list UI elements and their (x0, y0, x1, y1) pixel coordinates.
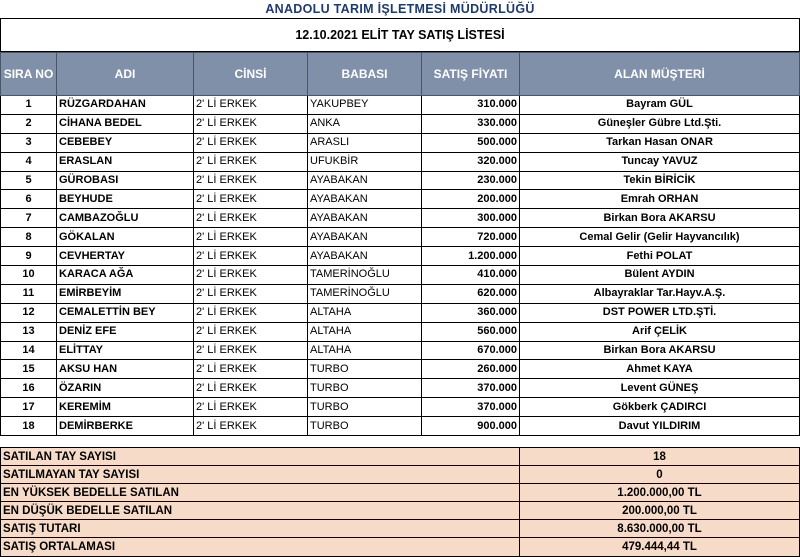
cell-buyer: Albayraklar Tar.Hayv.A.Ş. (520, 284, 800, 303)
cell-buyer: Tekin BİRİCİK (520, 171, 800, 190)
cell-no: 3 (1, 133, 57, 152)
cell-breed: 2' Lİ ERKEK (194, 152, 308, 171)
cell-breed: 2' Lİ ERKEK (194, 209, 308, 228)
cell-price: 320.000 (422, 152, 520, 171)
cell-no: 12 (1, 303, 57, 322)
cell-price: 720.000 (422, 228, 520, 247)
summary-row (1, 484, 800, 502)
cell-name: KEREMİM (57, 398, 194, 417)
cell-no: 4 (1, 152, 57, 171)
cell-breed: 2' Lİ ERKEK (194, 379, 308, 398)
summary-value: 1.200.000,00 TL (520, 484, 800, 502)
cell-name: ÖZARIN (57, 379, 194, 398)
cell-sire: AYABAKAN (308, 247, 422, 266)
cell-breed: 2' Lİ ERKEK (194, 114, 308, 133)
cell-buyer: Güneşler Gübre Ltd.Şti. (520, 114, 800, 133)
summary-label: EN YÜKSEK BEDELLE SATILAN (1, 484, 520, 502)
cell-no: 15 (1, 360, 57, 379)
cell-breed: 2' Lİ ERKEK (194, 228, 308, 247)
column-header-price: SATIŞ FİYATI (422, 53, 520, 96)
summary-value: 0 (520, 466, 800, 484)
cell-name: BEYHUDE (57, 190, 194, 209)
table-row (1, 303, 800, 322)
cell-price: 310.000 (422, 96, 520, 115)
table-row (1, 96, 800, 115)
cell-no: 13 (1, 322, 57, 341)
cell-sire: TURBO (308, 417, 422, 436)
summary-label: SATIŞ TUTARI (1, 520, 520, 538)
cell-name: AKSU HAN (57, 360, 194, 379)
table-row (1, 171, 800, 190)
summary-row (1, 448, 800, 466)
cell-sire: ARASLI (308, 133, 422, 152)
table-row (1, 322, 800, 341)
cell-name: CEBEBEY (57, 133, 194, 152)
cell-name: CEMALETTİN BEY (57, 303, 194, 322)
cell-buyer: Ahmet KAYA (520, 360, 800, 379)
cell-price: 230.000 (422, 171, 520, 190)
cell-sire: TURBO (308, 398, 422, 417)
table-row (1, 114, 800, 133)
organization-title: ANADOLU TARIM İŞLETMESİ MÜDÜRLÜĞÜ (265, 2, 535, 16)
table-header-row (1, 53, 800, 96)
cell-price: 620.000 (422, 284, 520, 303)
summary-label: SATIŞ ORTALAMASI (1, 538, 520, 556)
cell-breed: 2' Lİ ERKEK (194, 133, 308, 152)
table-row (1, 133, 800, 152)
summary-row (1, 466, 800, 484)
cell-no: 8 (1, 228, 57, 247)
column-header-breed: CİNSİ (194, 53, 308, 96)
cell-name: CAMBAZOĞLU (57, 209, 194, 228)
cell-breed: 2' Lİ ERKEK (194, 398, 308, 417)
cell-breed: 2' Lİ ERKEK (194, 417, 308, 436)
cell-name: CEVHERTAY (57, 247, 194, 266)
cell-sire: AYABAKAN (308, 209, 422, 228)
cell-sire: TURBO (308, 379, 422, 398)
cell-breed: 2' Lİ ERKEK (194, 284, 308, 303)
cell-name: GÖKALAN (57, 228, 194, 247)
table-row (1, 190, 800, 209)
column-header-buyer: ALAN MÜŞTERİ (520, 53, 800, 96)
cell-no: 2 (1, 114, 57, 133)
table-row (1, 341, 800, 360)
cell-buyer: Bayram GÜL (520, 96, 800, 115)
summary-label: SATILMAYAN TAY SAYISI (1, 466, 520, 484)
cell-breed: 2' Lİ ERKEK (194, 96, 308, 115)
cell-no: 14 (1, 341, 57, 360)
summary-label: SATILAN TAY SAYISI (1, 448, 520, 466)
cell-breed: 2' Lİ ERKEK (194, 247, 308, 266)
cell-no: 6 (1, 190, 57, 209)
summary-value: 18 (520, 448, 800, 466)
cell-buyer: Gökberk ÇADIRCI (520, 398, 800, 417)
table-row (1, 266, 800, 285)
cell-buyer: Davut YILDIRIM (520, 417, 800, 436)
cell-price: 370.000 (422, 398, 520, 417)
cell-name: EMİRBEYİM (57, 284, 194, 303)
cell-sire: UFUKBİR (308, 152, 422, 171)
column-header-sire: BABASI (308, 53, 422, 96)
cell-breed: 2' Lİ ERKEK (194, 322, 308, 341)
cell-price: 330.000 (422, 114, 520, 133)
cell-price: 200.000 (422, 190, 520, 209)
summary-value: 479.444,44 TL (520, 538, 800, 556)
cell-no: 16 (1, 379, 57, 398)
cell-name: DEMİRBERKE (57, 417, 194, 436)
summary-row (1, 502, 800, 520)
summary-label: EN DÜŞÜK BEDELLE SATILAN (1, 502, 520, 520)
cell-name: RÜZGARDAHAN (57, 96, 194, 115)
cell-breed: 2' Lİ ERKEK (194, 171, 308, 190)
cell-price: 260.000 (422, 360, 520, 379)
cell-buyer: Emrah ORHAN (520, 190, 800, 209)
cell-buyer: Birkan Bora AKARSU (520, 341, 800, 360)
cell-price: 370.000 (422, 379, 520, 398)
cell-breed: 2' Lİ ERKEK (194, 266, 308, 285)
table-row (1, 209, 800, 228)
summary-table (0, 447, 800, 557)
cell-buyer: Tarkan Hasan ONAR (520, 133, 800, 152)
cell-price: 560.000 (422, 322, 520, 341)
cell-buyer: Levent GÜNEŞ (520, 379, 800, 398)
cell-name: ERASLAN (57, 152, 194, 171)
summary-value: 8.630.000,00 TL (520, 520, 800, 538)
table-row (1, 360, 800, 379)
cell-sire: AYABAKAN (308, 190, 422, 209)
cell-buyer: Bülent AYDIN (520, 266, 800, 285)
cell-price: 900.000 (422, 417, 520, 436)
table-row (1, 228, 800, 247)
document-title: 12.10.2021 ELİT TAY SATIŞ LİSTESİ (0, 18, 800, 52)
cell-buyer: Arif ÇELİK (520, 322, 800, 341)
cell-name: ELİTTAY (57, 341, 194, 360)
cell-no: 9 (1, 247, 57, 266)
column-header-no: SIRA NO (1, 53, 57, 96)
cell-sire: AYABAKAN (308, 228, 422, 247)
table-row (1, 284, 800, 303)
cell-name: KARACA AĞA (57, 266, 194, 285)
cell-breed: 2' Lİ ERKEK (194, 190, 308, 209)
summary-row (1, 538, 800, 556)
cell-breed: 2' Lİ ERKEK (194, 303, 308, 322)
cell-sire: AYABAKAN (308, 171, 422, 190)
cell-no: 7 (1, 209, 57, 228)
table-row (1, 398, 800, 417)
cell-sire: TURBO (308, 360, 422, 379)
cell-no: 10 (1, 266, 57, 285)
cell-no: 17 (1, 398, 57, 417)
cell-no: 5 (1, 171, 57, 190)
cell-sire: ALTAHA (308, 322, 422, 341)
cell-price: 410.000 (422, 266, 520, 285)
cell-no: 18 (1, 417, 57, 436)
summary-row (1, 520, 800, 538)
cell-price: 500.000 (422, 133, 520, 152)
cell-no: 11 (1, 284, 57, 303)
cell-price: 1.200.000 (422, 247, 520, 266)
cell-name: DENİZ EFE (57, 322, 194, 341)
cell-price: 300.000 (422, 209, 520, 228)
cell-price: 670.000 (422, 341, 520, 360)
cell-buyer: DST POWER LTD.ŞTİ. (520, 303, 800, 322)
summary-value: 200.000,00 TL (520, 502, 800, 520)
table-row (1, 379, 800, 398)
cell-sire: YAKUPBEY (308, 96, 422, 115)
cell-name: CİHANA BEDEL (57, 114, 194, 133)
cell-name: GÜROBASI (57, 171, 194, 190)
table-row (1, 152, 800, 171)
cell-sire: ALTAHA (308, 303, 422, 322)
column-header-name: ADI (57, 53, 194, 96)
cell-price: 360.000 (422, 303, 520, 322)
table-row (1, 247, 800, 266)
cell-no: 1 (1, 96, 57, 115)
cell-buyer: Fethi POLAT (520, 247, 800, 266)
cell-buyer: Cemal Gelir (Gelir Hayvancılık) (520, 228, 800, 247)
cell-sire: ALTAHA (308, 341, 422, 360)
cell-breed: 2' Lİ ERKEK (194, 360, 308, 379)
cell-sire: TAMERİNOĞLU (308, 284, 422, 303)
table-row (1, 417, 800, 436)
cell-buyer: Birkan Bora AKARSU (520, 209, 800, 228)
cell-sire: ANKA (308, 114, 422, 133)
cell-sire: TAMERİNOĞLU (308, 266, 422, 285)
cell-breed: 2' Lİ ERKEK (194, 341, 308, 360)
cell-buyer: Tuncay YAVUZ (520, 152, 800, 171)
sales-table (0, 52, 800, 436)
